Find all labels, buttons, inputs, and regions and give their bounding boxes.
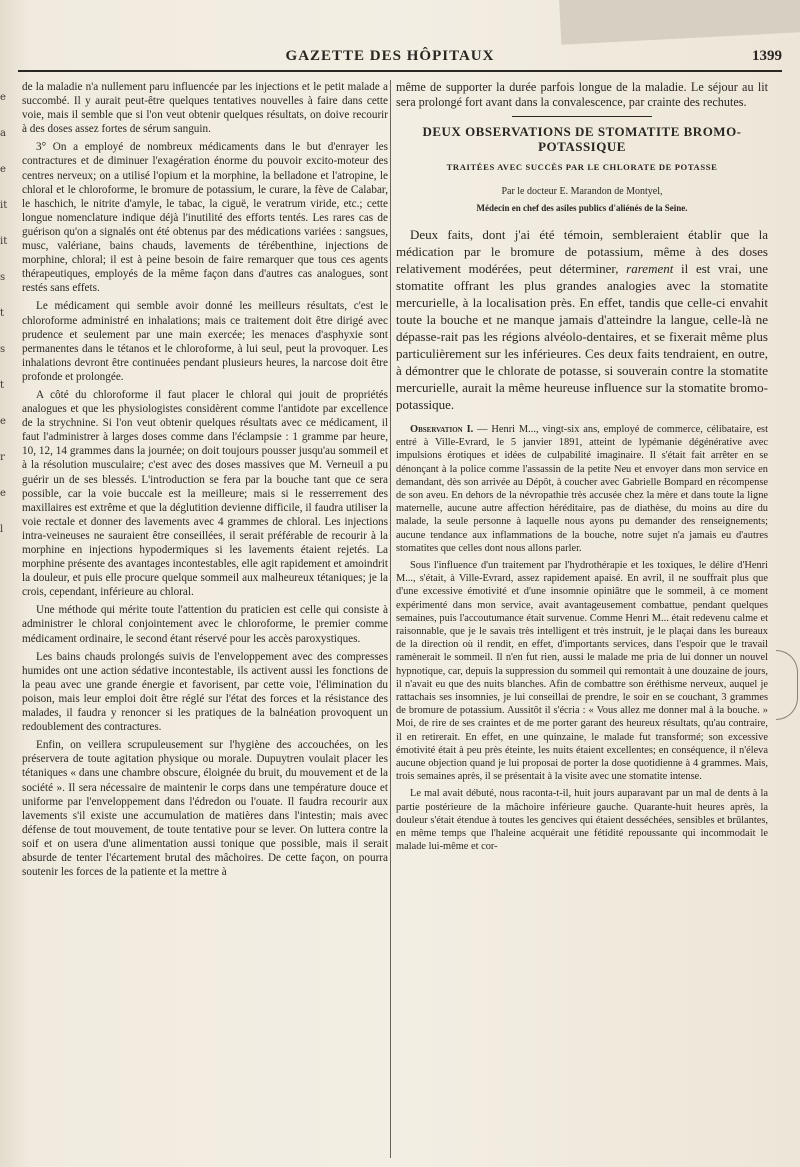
article-subtitle: TRAITÉES AVEC SUCCÈS PAR LE CHLORATE DE POTASSE <box>446 162 718 173</box>
paragraph: de la maladie n'a nullement paru influencée par les injections et le petit malade a succombé. Il y aurait peut-être quelques tentatives nouvelles à faire dans cette voie, mais il semble que si l'on veut obtenir quelques résultats, on doive recourir à des doses assez fortes de sérum sanguin. <box>22 81 388 136</box>
paragraph: Une méthode qui mérite toute l'attention du praticien est celle qui consiste à administrer le chloral conjointement avec le chloroforme, le premier comme médicament ordinaire, le second étant réservé pour les accès paroxystiques. <box>22 604 388 645</box>
section-rule <box>512 116 652 117</box>
edge-letter: t <box>0 308 5 319</box>
edge-letter: l <box>0 524 4 535</box>
journal-title: GAZETTE DES HÔPITAUX <box>285 48 495 64</box>
observation-paragraph: Sous l'influence d'un traitement par l'hydrothérapie et les toxiques, le délire d'Henri M..., s'était, à Ville-Evrard, assez rapidement apaisé. En avril, il ne souffrait plus que d'une excessive émotivité et d'une insomnie opiniâtre que le sommeil, à ce moment expérimenté dans mon service, avait avantageusement combattue, pendant quelques semaines, puis l'accoutumance était survenue. Comme Henri M... était redevenu calme et raisonnable, que je le savais très intelligent et très instruit, je le plaçai dans les bureaux de la direction où il rendit, en effet, d'importants services, dans l'espoir que le travail ramènerait le sommeil. Il n'en fut rien, aussi le malade me pria de lui donner un nouvel hypnotique, car, depuis la suppression du sommeil qui remontait à une douzaine de jours, il n'avait eu que des nuits blanches. Afin de combattre son éréthisme nerveux, auquel je rattachais ses insomnies, je lui conseillai de prendre, le soir en se couchant, 3 grammes de bromure de potassium. Aussitôt il s'écria : « Vous allez me donner mal à la bouche. » Moi, de rire de ses craintes et de me porter garant des heureux résultats, qu'au contraire, il en retirerait. En effet, en une quinzaine, le malade fut transformé; son excessive émotivité était à peu près éteinte, les nuits étaient excellentes; en conséquence, il n'éleva aucune objection quand je lui proposai de porter la dose quotidienne à 4 grammes. Mais, trois semaines après, il se présentait à la visite avec une stomatite intense. <box>396 560 768 783</box>
edge-letter: it <box>0 236 8 247</box>
author-affiliation: Médecin en chef des asiles publics d'aliénés de la Seine. <box>476 203 688 214</box>
lead-text: il est vrai, une stomatite offrant les plus grandes analogies avec la stomatite mercurielle, à la localisation près. En effet, tandis que celle-ci envahit toute la bouche et ne manque jamais d'atteindre la langue, celle-là ne dépasse-rait pas les régions alvéolo-dentaires, et se fixerait même plus particulièrement sur les inférieures. Ces deux faits tendraient, en outre, à démontrer que le chlorate de potasse, si souverain contre la stomatite mercurielle, aurait la même heureuse influence sur la stomatite bromo-potassique. <box>396 260 768 412</box>
lead-emphasis: rarement <box>626 260 674 276</box>
paragraph: A côté du chloroforme il faut placer le chloral qui jouit de propriétés analogues et que les physiologistes considèrent comme l'antidote par excellence de la strychnine. Si l'on veut obtenir quelques résultats avec ce médicament, il faut l'administrer à larges doses comme dans l'éclampsie : 1 gramme par heure, 10, 12, 14 grammes dans la journée; on doit toujours pousser jusqu'au sommeil et à la résolution musculaire; c'est avec des doses massives que M. Verneuil a pu guérir un de ses blessés. L'introduction se fera par la bouche tant que ce sera possible, car la voie buccale est la meilleure; mais si le resserrement des maxillaires est extrême et que la déglutition devienne difficile, il faudra utiliser la voie rectale et donner des lavements avec 4 grammes de chloral. Les injections intra-veineuses ne sauraient être conseillées, il serait préférable de recourir à la morphine en injections hypodermiques si les lavements étaient rejetés. La morphine présente des avantages incontestables, elle agit rapidement et amoindrit la douleur, et puis elle procure quelque sommeil aux malheureux tétaniques; je la crois, cependant, inférieure au chloral. <box>22 388 388 599</box>
left-edge-letters <box>0 80 14 1158</box>
paragraph: Le médicament qui semble avoir donné les meilleurs résultats, c'est le chloroforme administré en inhalations; mais ce traitement doit être dirigé avec prudence et seulement par une main exercée; les menaces d'asphyxie sont permanentes dans le tétanos et le chloroforme, à lui seul, peut la provoquer. Les inhalations devront être continuées pendant plusieurs heures, la narcose doit être profonde et prolongée. <box>22 300 388 383</box>
edge-letter: r <box>0 452 5 463</box>
edge-letter: a <box>0 128 6 139</box>
header-rule <box>18 70 782 72</box>
author-byline: Par le docteur E. Marandon de Montyel, <box>501 185 663 197</box>
edge-letter: t <box>0 380 5 391</box>
observation-paragraph <box>396 423 768 555</box>
edge-letter: it <box>0 200 8 211</box>
observation-label: Observation I. <box>410 423 474 435</box>
paragraph: 3° On a employé de nombreux médicaments dans le but d'enrayer les contractures et de diminuer l'exagération énorme du pouvoir excito-moteur des centres nerveux; on a utilisé l'opium et la morphine, la belladone et l'atropine, le chloral et le chloroforme, le bromure de potassium, le curare, la fève de Calabar, le haschich, le nitrite d'amyle, le tabac, la ciguë, le veratrum viride, etc.; cette longue nomenclature indique déjà l'inutilité des efforts tentés. Les rares cas de guérison qu'on a signalés ont été obtenus par des médications variées : sangsues, musc, valériane, bains chauds, lavements de térébenthine, injections de morphine, chloral; il est à peine besoin de faire remarquer que tous ces agents thérapeutiques, employés de la même façon dans d'autres cas analogues, sont restés sans effets. <box>22 141 388 295</box>
paragraph: Les bains chauds prolongés suivis de l'enveloppement avec des compresses humides ont une action sédative incontestable, ils activent aussi les fonctions de la peau avec une grande énergie et favorisent, par cette voie, l'élimination du poison, mais leur emploi doit être réglé sur l'état des forces et la résistance des malades, il faudra y renoncer si les pratiques de la balnéation provoquent un redoublement des contractures. <box>22 650 388 734</box>
observation-paragraph: Le mal avait débuté, nous raconta-t-il, huit jours auparavant par un mal de dents à la partie postérieure de la mâchoire inférieure gauche. Quarante-huit heures après, la douleur s'était étendue à toutes les gencives qui étaient desséchées, sensibles et brûlantes, en même temps que l'haleine acquérait une fétidité repoussante qui incommodait le malade lui-même et cor- <box>396 788 768 853</box>
page-number: 1399 <box>752 48 782 64</box>
column-divider <box>390 80 391 1158</box>
page-curl <box>559 0 800 45</box>
edge-letter: e <box>0 416 6 427</box>
edge-letter: s <box>0 344 6 355</box>
paragraph: Enfin, on veillera scrupuleusement sur l'hygiène des accouchées, on les préservera de toute agitation physique ou morale. Dupuytren voulait placer les tétaniques « dans une chambre obscure, éloignée du bruit, du mouvement et de la société ». Il sera nécessaire de maintenir le corps dans une température douce et uniforme par l'enveloppement dans l'édredon ou l'ouate. Il faudra recourir aux lavements s'il existe une accumulation de matières dans l'intestin; mais avec défense de tout mouvement, de toute tentative pour se lever. On luttera contre la soif et on usera d'une alimentation aussi tonique que possible, mais il serait absurde de tenter l'écartement brutal des mâchoires. De cette façon, on pourra soutenir les forces de la patiente et la mettre à <box>22 739 388 879</box>
edge-letter: e <box>0 488 6 499</box>
right-column <box>396 80 768 1158</box>
margin-bracket <box>776 650 798 720</box>
continuation-paragraph: même de supporter la durée parfois longue de la maladie. Le séjour au lit sera prolongé fort avant dans la convalescence, par crainte des rechutes. <box>396 80 768 109</box>
edge-letter: e <box>0 92 6 103</box>
article-title: DEUX OBSERVATIONS DE STOMATITE BROMO-POTASSIQUE <box>422 124 742 154</box>
observation-text: — Henri M..., vingt-six ans, employé de commerce, célibataire, est entré à Ville-Evrard, le 5 janvier 1891, atteint de lypémanie dégénérative avec impulsions érotiques et idées de culpabilité imaginaire. Il s'était fait arrêter en se dénonçant à la police comme l'assassin de la petite Neu et envoyer dans mon service en demandant, dès son arrivée au Dépôt, à coucher avec Gabrielle Bompard en récompense de son aveu. En dehors de la névropathie très accusée chez la mère et dans toute la ligne maternelle, aucune autre affection héréditaire, pas de diathèse, du moins au dire du malade, la seule personne à laquelle nous ayons pu demander des renseignements; aucune tendance aux inflammations de la bouche, notre sujet n'a jamais eu d'autres stomatites que celles dont nous allons parler. <box>396 423 768 554</box>
edge-letter: s <box>0 272 6 283</box>
lead-paragraph <box>396 226 768 413</box>
edge-letter: e <box>0 164 6 175</box>
page-header <box>0 40 800 70</box>
left-column <box>22 80 388 1158</box>
lead-text: Deux faits, dont j'ai été témoin, sembleraient établir que la médication par le bromure de potassium, même à des doses relativement modérées, peut déterminer, <box>396 226 768 276</box>
